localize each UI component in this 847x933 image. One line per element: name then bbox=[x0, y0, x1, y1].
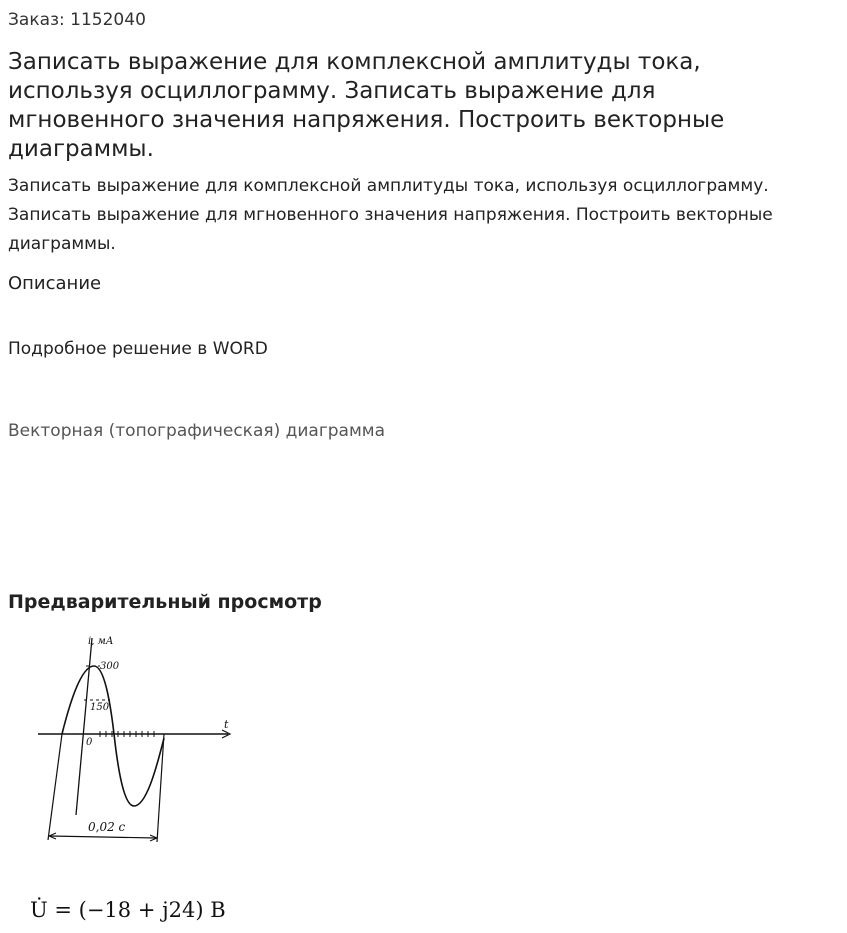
y-axis-label: i, мА bbox=[88, 636, 114, 647]
current-waveform bbox=[62, 666, 164, 806]
x-axis-label: t bbox=[224, 718, 229, 731]
vector-diagram-note: Векторная (топографическая) диаграмма bbox=[8, 421, 386, 441]
preview-image bbox=[0, 630, 260, 930]
y-axis bbox=[76, 638, 92, 815]
order-number: Заказ: 1152040 bbox=[8, 10, 146, 30]
period-dimension bbox=[50, 836, 156, 838]
tick-150-label: 150 bbox=[90, 702, 110, 713]
page-title: Записать выражение для комплексной амплитуды тока, используя осциллограмму. Записать выражение для мгновенного значения напряжения. Построить векторные диаграммы. bbox=[8, 49, 725, 162]
solution-note: Подробное решение в WORD bbox=[8, 339, 268, 359]
task-description: Записать выражение для комплексной амплитуды тока, используя осциллограмму. Записать выражение для мгновенного значения напряжения. Построить векторные диаграммы. bbox=[8, 176, 773, 254]
preview-heading: Предварительный просмотр bbox=[8, 591, 322, 613]
period-label: 0,02 с bbox=[88, 820, 126, 834]
tick-300-label: 300 bbox=[100, 661, 120, 672]
voltage-formula: U̇ = (−18 + j24) В bbox=[30, 898, 226, 922]
period-start-line bbox=[48, 734, 62, 840]
description-label: Описание bbox=[8, 273, 102, 294]
oscillogram bbox=[0, 630, 260, 930]
origin-label: 0 bbox=[86, 737, 93, 748]
